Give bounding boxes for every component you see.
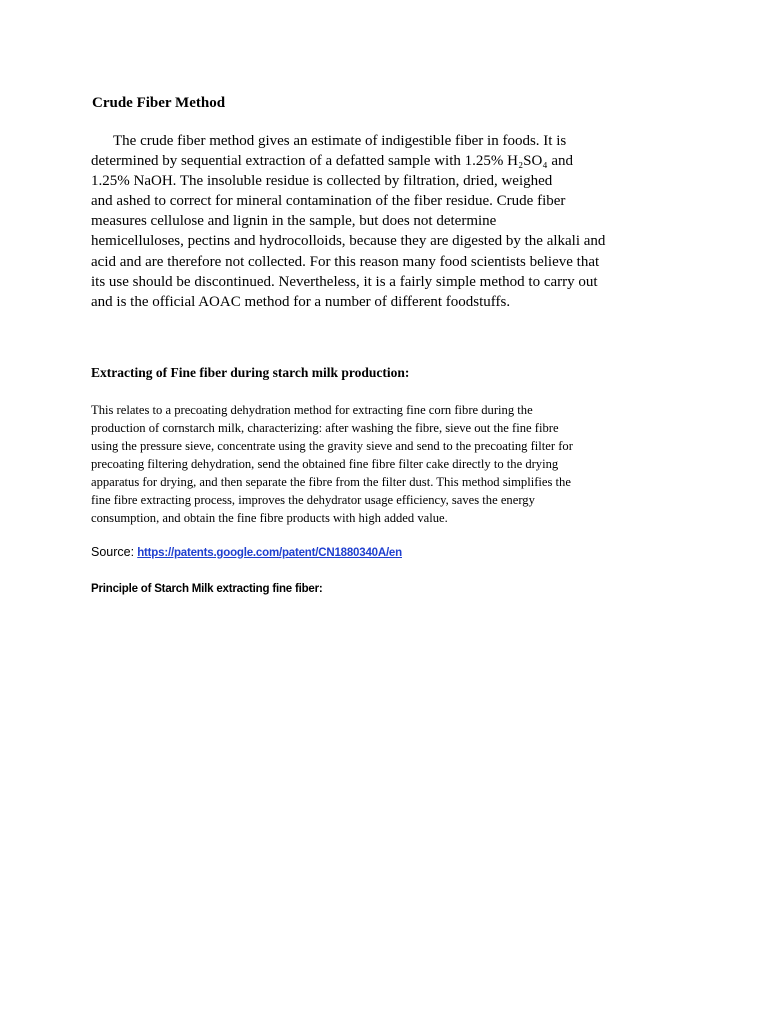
section-heading: Extracting of Fine fiber during starch milk production: xyxy=(91,365,410,380)
intro-line: 1.25% NaOH. The insoluble residue is collected by filtration, dried, weighed xyxy=(91,173,553,190)
intro-line: The crude fiber method gives an estimate of indigestible fiber in foods. It is xyxy=(113,133,567,149)
intro-paragraph xyxy=(91,131,681,312)
intro-line: and ashed to correct for mineral contamination of the fiber residue. Crude fiber xyxy=(91,193,566,210)
document-title: Crude Fiber Method xyxy=(92,95,226,111)
section-line: production of cornstarch milk, characterizing: after washing the fibre, sieve out the fine fibre xyxy=(91,421,559,435)
intro-line: and is the official AOAC method for a number of different foodstuffs. xyxy=(91,293,511,310)
section-line: precoating filtering dehydration, send the obtained fine fibre filter cake directly to the drying xyxy=(91,457,559,471)
section-line: apparatus for drying, and then separate the fibre from the filter dust. This method simplifies the xyxy=(91,475,571,489)
source-line xyxy=(91,543,402,562)
principle-heading: Principle of Starch Milk extracting fine fiber: xyxy=(91,583,323,595)
section-line: consumption, and obtain the fine fibre products with high added value. xyxy=(91,511,448,525)
section-paragraph xyxy=(91,401,681,527)
source-link[interactable]: https://patents.google.com/patent/CN1880340A/en xyxy=(137,547,402,559)
intro-line: measures cellulose and lignin in the sample, but does not determine xyxy=(91,213,497,230)
intro-line: determined by sequential extraction of a defatted sample with 1.25% H₂SO₄ and xyxy=(91,153,573,170)
section-line: using the pressure sieve, concentrate using the gravity sieve and send to the precoating filter for xyxy=(91,439,573,453)
intro-line: acid and are therefore not collected. For this reason many food scientists believe that xyxy=(91,253,600,270)
intro-line: its use should be discontinued. Nevertheless, it is a fairly simple method to carry out xyxy=(91,273,598,290)
section-line: This relates to a precoating dehydration method for extracting fine corn fibre during the xyxy=(91,403,533,417)
intro-line: hemicelluloses, pectins and hydrocolloids, because they are digested by the alkali and xyxy=(91,233,606,250)
source-label: Source: xyxy=(91,545,135,559)
section-line: fine fibre extracting process, improves the dehydrator usage efficiency, saves the energy xyxy=(91,493,535,507)
